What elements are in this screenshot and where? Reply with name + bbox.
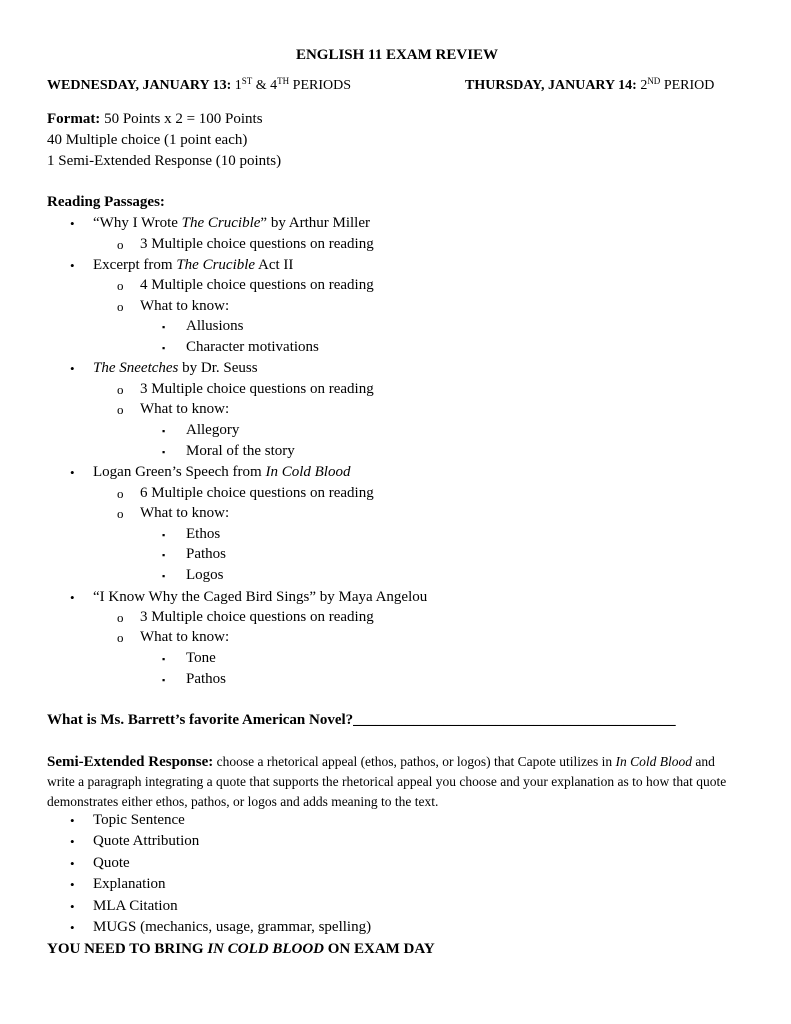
thursday-schedule: THURSDAY, JANUARY 14: 2ND PERIOD (465, 76, 715, 93)
bullet-icon: • (70, 920, 75, 935)
bullet-icon: • (70, 877, 75, 892)
bullet-icon: • (70, 899, 75, 914)
favorite-novel-question: What is Ms. Barrett’s favorite American Novel?___________________________________________ (47, 712, 676, 728)
square-bullet-icon: ▪ (162, 571, 166, 581)
page-title: ENGLISH 11 EXAM REVIEW (295, 47, 499, 63)
circle-bullet-icon: o (117, 299, 124, 314)
square-bullet-icon: ▪ (162, 654, 166, 664)
format-line: Format: 50 Points x 2 = 100 Points (47, 111, 263, 127)
bullet-icon: • (70, 856, 75, 871)
bullet-icon: • (70, 216, 75, 231)
square-bullet-icon: ▪ (162, 322, 166, 332)
square-bullet-icon: ▪ (162, 343, 166, 353)
bullet-icon: • (70, 361, 75, 376)
square-bullet-icon: ▪ (162, 675, 166, 685)
square-bullet-icon: ▪ (162, 530, 166, 540)
format-multiple-choice: 40 Multiple choice (1 point each) (47, 132, 248, 148)
circle-bullet-icon: o (117, 506, 124, 521)
wednesday-schedule: WEDNESDAY, JANUARY 13: 1ST & 4TH PERIODS (47, 76, 352, 93)
circle-bullet-icon: o (117, 382, 124, 397)
circle-bullet-icon: o (117, 237, 124, 252)
circle-bullet-icon: o (117, 610, 124, 625)
bullet-icon: • (70, 813, 75, 828)
circle-bullet-icon: o (117, 486, 124, 501)
bullet-icon: • (70, 834, 75, 849)
semi-extended-paragraph: Semi-Extended Response: choose a rhetorical appeal (ethos, pathos, or logos) that Capote utilizes in In Cold Blood and write a paragraph integrating a quote that supports the rhetorical appeal you choose and your explanation as to how that quote demonstrates either ethos, pathos, or logos and adds meaning to the text. (47, 754, 727, 809)
bullet-icon: • (70, 590, 75, 605)
square-bullet-icon: ▪ (162, 550, 166, 560)
circle-bullet-icon: o (117, 402, 124, 417)
exam-day-reminder: YOU NEED TO BRING IN COLD BLOOD ON EXAM DAY (47, 941, 435, 957)
square-bullet-icon: ▪ (162, 426, 166, 436)
circle-bullet-icon: o (117, 278, 124, 293)
circle-bullet-icon: o (117, 630, 124, 645)
bullet-icon: • (70, 258, 75, 273)
bullet-icon: • (70, 465, 75, 480)
reading-passages-heading: Reading Passages: (47, 194, 165, 210)
square-bullet-icon: ▪ (162, 447, 166, 457)
format-semi-extended: 1 Semi-Extended Response (10 points) (47, 153, 282, 169)
